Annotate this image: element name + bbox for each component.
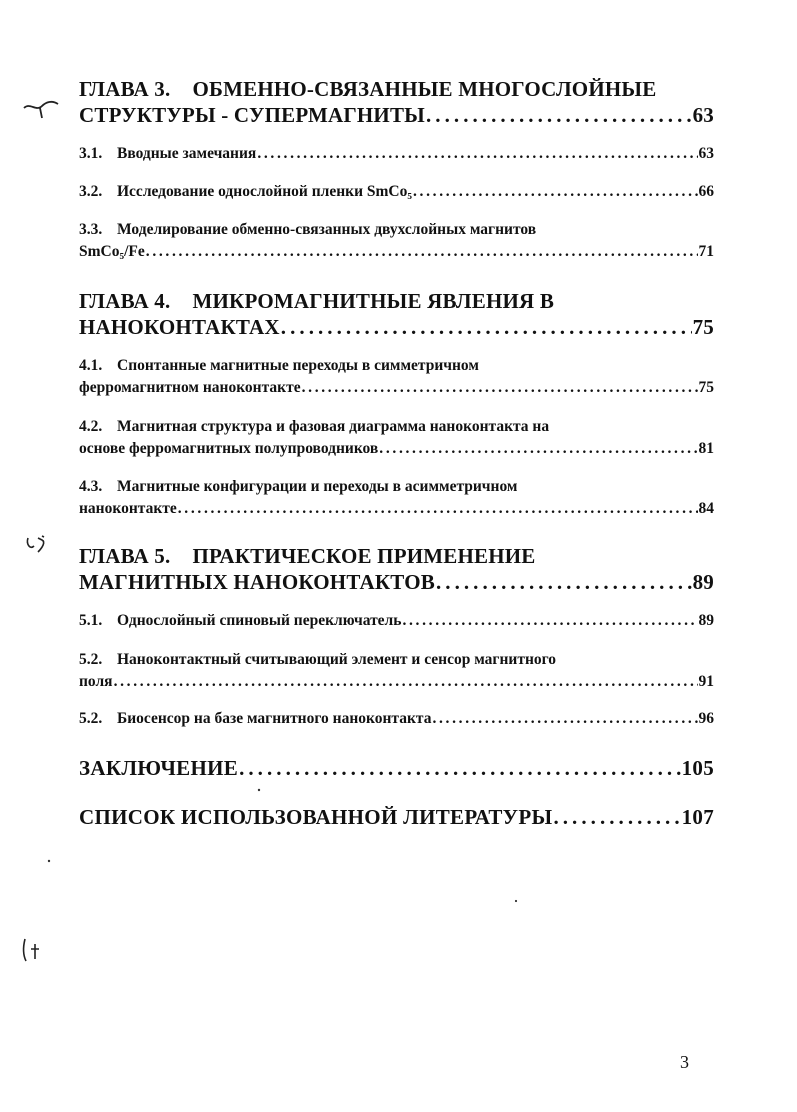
chapter-title-line1: МИКРОМАГНИТНЫЕ ЯВЛЕНИЯ В [192, 289, 555, 313]
section-title-line2: наноконтакте [79, 500, 177, 517]
section-page-number: 81 [698, 440, 714, 457]
leader-dots [257, 143, 697, 165]
speck-mark-icon [46, 858, 52, 864]
section-page-number: 84 [698, 500, 714, 517]
chapter-label: ГЛАВА 5. [79, 544, 171, 568]
leader-dots [426, 102, 692, 128]
section-title-line2: SmCo₅/Fe [79, 243, 145, 260]
leader-dots [239, 755, 681, 781]
chapter-title-line1: ОБМЕННО-СВЯЗАННЫЕ МНОГОСЛОЙНЫЕ [192, 77, 657, 101]
chapter-title-line2: НАНОКОНТАКТАХ [79, 315, 280, 339]
toc-chapter-3[interactable] [79, 76, 714, 128]
leader-dots [379, 438, 697, 460]
section-page-number: 63 [698, 145, 714, 162]
margin-mark-icon [20, 935, 44, 965]
toc-conclusion[interactable] [79, 755, 714, 781]
section-page-number: 66 [698, 183, 714, 200]
toc-section-5-1[interactable] [79, 610, 714, 632]
speck-mark-icon [513, 898, 519, 904]
section-title-line2: ферромагнитном наноконтакте [79, 379, 301, 396]
speck-mark-icon [256, 787, 262, 793]
page-number: 3 [680, 1052, 689, 1072]
leader-dots [302, 377, 698, 399]
section-number: 4.3. [79, 478, 103, 495]
toc-section-4-1[interactable] [79, 355, 714, 399]
toc-section-3-2[interactable] [79, 181, 714, 203]
section-number: 5.1. [79, 612, 103, 629]
section-number: 3.3. [79, 221, 103, 238]
chapter-label: ГЛАВА 4. [79, 289, 171, 313]
section-number: 4.2. [79, 418, 103, 435]
section-number: 3.2. [79, 183, 103, 200]
section-page-number: 96 [698, 710, 714, 727]
leader-dots [436, 569, 692, 595]
section-page-number: 75 [698, 379, 714, 396]
section-page-number: 91 [698, 673, 714, 690]
leader-dots [114, 671, 698, 693]
section-number: 5.2. [79, 710, 103, 727]
toc-chapter-5[interactable] [79, 543, 714, 595]
section-title: Магнитные конфигурации и переходы в асимметричном [117, 478, 518, 495]
toc-chapter-4[interactable] [79, 288, 714, 340]
toc-section-5-3[interactable] [79, 708, 714, 730]
section-title: Наноконтактный считывающий элемент и сенсор магнитного [117, 651, 557, 668]
leader-dots [281, 314, 692, 340]
conclusion-page-number: 105 [681, 756, 714, 780]
references-title: СПИСОК ИСПОЛЬЗОВАННОЙ ЛИТЕРАТУРЫ [79, 805, 553, 829]
toc-references[interactable] [79, 804, 714, 830]
margin-mark-icon [22, 96, 62, 122]
section-title: Спонтанные магнитные переходы в симметричном [117, 357, 479, 374]
section-page-number: 89 [698, 612, 714, 629]
leader-dots [413, 181, 698, 203]
leader-dots [432, 708, 697, 730]
toc-section-4-3[interactable] [79, 476, 714, 520]
section-title: Биосенсор на базе магнитного наноконтакта [117, 710, 432, 727]
chapter-title-line1: ПРАКТИЧЕСКОЕ ПРИМЕНЕНИЕ [192, 544, 536, 568]
references-page-number: 107 [681, 805, 714, 829]
conclusion-title: ЗАКЛЮЧЕНИЕ [79, 756, 239, 780]
section-page-number: 71 [698, 243, 714, 260]
section-title: Моделирование обменно-связанных двухслойных магнитов [117, 221, 537, 238]
section-title: Однослойный спиновый переключатель [117, 612, 402, 629]
section-title-line2: основе ферромагнитных полупроводников [79, 440, 379, 457]
section-number: 5.2. [79, 651, 103, 668]
leader-dots [402, 610, 697, 632]
toc-section-5-2[interactable] [79, 649, 714, 693]
margin-mark-icon [24, 534, 50, 556]
leader-dots [553, 804, 680, 830]
chapter-page-number: 75 [692, 315, 714, 339]
leader-dots [146, 241, 698, 263]
section-title: Исследование однослойной пленки SmCo₅ [117, 183, 412, 200]
chapter-page-number: 89 [692, 570, 714, 594]
chapter-page-number: 63 [692, 103, 714, 127]
section-number: 4.1. [79, 357, 103, 374]
toc-section-3-1[interactable] [79, 143, 714, 165]
toc-section-3-3[interactable] [79, 219, 714, 263]
section-title: Вводные замечания [117, 145, 257, 162]
section-number: 3.1. [79, 145, 103, 162]
chapter-title-line2: СТРУКТУРЫ - СУПЕРМАГНИТЫ [79, 103, 425, 127]
section-title-line2: поля [79, 673, 113, 690]
chapter-title-line2: МАГНИТНЫХ НАНОКОНТАКТОВ [79, 570, 435, 594]
chapter-label: ГЛАВА 3. [79, 77, 171, 101]
toc-section-4-2[interactable] [79, 416, 714, 460]
section-title: Магнитная структура и фазовая диаграмма наноконтакта на [117, 418, 550, 435]
leader-dots [178, 498, 698, 520]
